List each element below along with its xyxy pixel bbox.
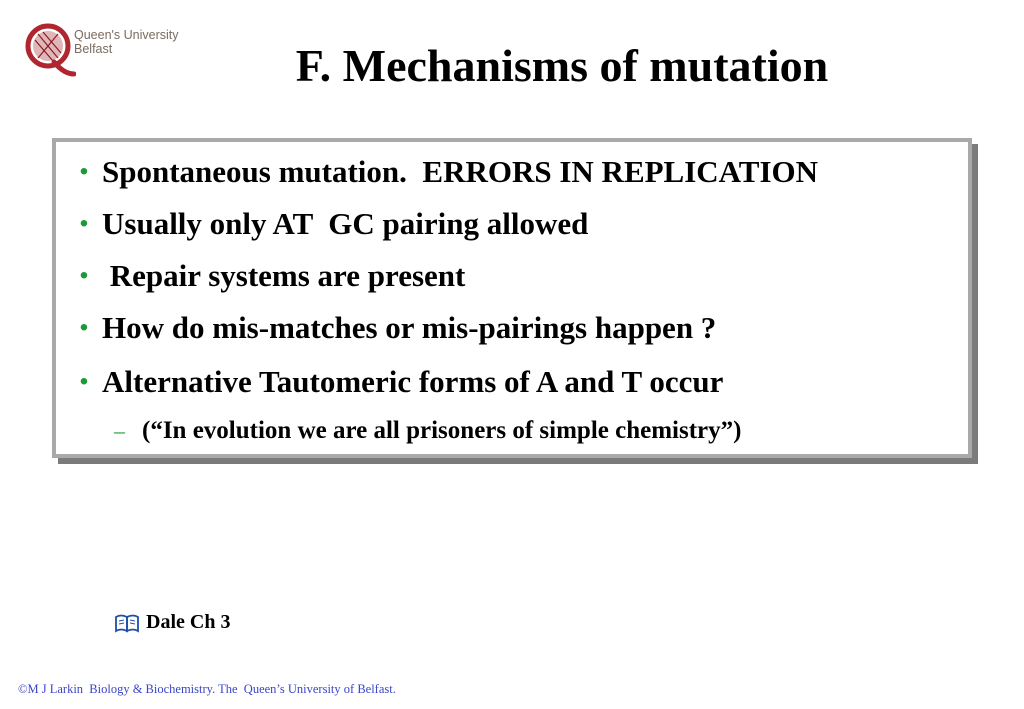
reference-text: Dale Ch 3: [146, 611, 231, 633]
bullet-dot: •: [79, 210, 89, 237]
page-title: F. Mechanisms of mutation: [295, 40, 829, 91]
bullet-item: [66, 362, 723, 402]
bullet-text: Alternative Tautomeric forms of A and T occur: [102, 364, 724, 399]
content-box: [52, 138, 972, 458]
queens-university-crest-icon: [24, 22, 76, 82]
footer-copyright: ©M J Larkin Biology & Biochemistry. The Queen’s University of Belfast.: [18, 682, 396, 696]
bullet-dot: •: [79, 262, 89, 289]
bullet-text: Repair systems are present: [102, 258, 466, 293]
bullet-item: [66, 152, 818, 192]
bullet-item: [66, 308, 716, 348]
book-icon: [114, 613, 140, 633]
bullet-text: Usually only AT GC pairing allowed: [102, 206, 589, 241]
bullet-item: [66, 204, 588, 244]
bullet-dot: •: [79, 314, 89, 341]
sub-bullet-item: [114, 416, 741, 446]
bullet-text: How do mis-matches or mis-pairings happen ?: [102, 310, 717, 345]
bullet-dot: •: [79, 158, 89, 185]
logo-line-2: Belfast: [74, 42, 113, 56]
logo-line-1: Queen's University: [74, 28, 179, 42]
sub-bullet-text: (“In evolution we are all prisoners of simple chemistry”): [142, 417, 742, 444]
bullet-item: [66, 256, 465, 296]
university-logo: [24, 22, 184, 84]
bullet-text: Spontaneous mutation. ERRORS IN REPLICATION: [102, 154, 819, 189]
logo-wordmark: [74, 28, 179, 56]
reference: [114, 611, 230, 634]
sub-bullet-dash: –: [114, 418, 125, 443]
bullet-dot: •: [79, 368, 89, 395]
